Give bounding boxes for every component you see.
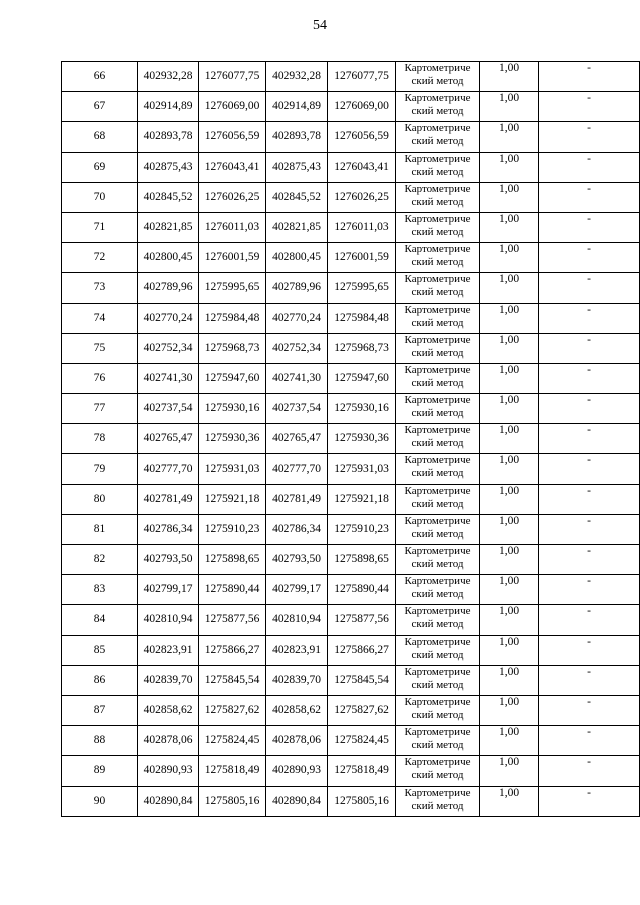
x-coordinate-cell: 402810,94 xyxy=(138,605,199,635)
table-row xyxy=(62,182,640,212)
accuracy-cell: 1,00 xyxy=(480,273,539,303)
method-text: Картометриче xyxy=(404,333,471,346)
table-row xyxy=(62,726,640,756)
method-text: Картометриче xyxy=(404,514,471,527)
method-cell xyxy=(396,484,480,514)
x-coordinate-alt-cell: 402786,34 xyxy=(266,514,328,544)
method-text: Картометриче xyxy=(404,545,471,557)
x-coordinate-alt-cell: 402914,89 xyxy=(266,92,328,122)
y-coordinate-cell: 1275984,48 xyxy=(199,303,266,333)
y-coordinate-alt-cell: 1275968,73 xyxy=(328,333,396,363)
y-coordinate-cell: 1275890,44 xyxy=(199,575,266,605)
y-coordinate-cell: 1275824,45 xyxy=(199,726,266,756)
y-coordinate-cell: 1276056,59 xyxy=(199,122,266,152)
x-coordinate-cell: 402914,89 xyxy=(138,92,199,122)
method-cell xyxy=(396,514,480,544)
note-cell: - xyxy=(539,635,640,665)
y-coordinate-cell: 1276077,75 xyxy=(199,62,266,92)
method-text: ский метод xyxy=(411,195,464,208)
point-number-cell: 87 xyxy=(62,695,138,725)
accuracy-cell: 1,00 xyxy=(480,454,539,484)
x-coordinate-alt-cell: 402789,96 xyxy=(266,273,328,303)
method-cell xyxy=(396,122,480,152)
table-row xyxy=(62,514,640,544)
method-text: ский метод xyxy=(411,225,464,238)
method-text: Картометриче xyxy=(404,363,471,376)
x-coordinate-alt-cell: 402741,30 xyxy=(266,363,328,393)
note-cell: - xyxy=(539,182,640,212)
method-text: Картометриче xyxy=(404,635,471,648)
y-coordinate-alt-cell: 1276077,75 xyxy=(328,62,396,92)
note-cell: - xyxy=(539,243,640,273)
x-coordinate-cell: 402737,54 xyxy=(138,394,199,424)
x-coordinate-alt-cell: 402878,06 xyxy=(266,726,328,756)
x-coordinate-cell: 402786,34 xyxy=(138,514,199,544)
note-cell: - xyxy=(539,152,640,182)
x-coordinate-cell: 402875,43 xyxy=(138,152,199,182)
accuracy-cell: 1,00 xyxy=(480,575,539,605)
table-row xyxy=(62,363,640,393)
table-row xyxy=(62,62,640,92)
y-coordinate-alt-cell: 1275921,18 xyxy=(328,484,396,514)
x-coordinate-cell: 402893,78 xyxy=(138,122,199,152)
method-cell xyxy=(396,394,480,424)
point-number-cell: 71 xyxy=(62,212,138,242)
method-text: ский метод xyxy=(411,256,464,269)
method-cell xyxy=(396,756,480,786)
x-coordinate-cell: 402789,96 xyxy=(138,273,199,303)
method-cell xyxy=(396,212,480,242)
x-coordinate-alt-cell: 402893,78 xyxy=(266,122,328,152)
note-cell: - xyxy=(539,363,640,393)
x-coordinate-cell: 402799,17 xyxy=(138,575,199,605)
x-coordinate-cell: 402777,70 xyxy=(138,454,199,484)
y-coordinate-cell: 1275805,16 xyxy=(199,786,266,816)
x-coordinate-alt-cell: 402810,94 xyxy=(266,605,328,635)
accuracy-cell: 1,00 xyxy=(480,514,539,544)
method-text: ский метод xyxy=(411,769,464,782)
accuracy-cell: 1,00 xyxy=(480,122,539,152)
method-text: ский метод xyxy=(411,135,464,148)
method-text: Картометриче xyxy=(404,726,471,739)
method-text: Картометриче xyxy=(404,575,471,588)
x-coordinate-alt-cell: 402839,70 xyxy=(266,665,328,695)
x-coordinate-alt-cell: 402737,54 xyxy=(266,394,328,424)
method-text: ский метод xyxy=(411,648,464,661)
table-row xyxy=(62,303,640,333)
table-row xyxy=(62,92,640,122)
y-coordinate-alt-cell: 1275947,60 xyxy=(328,363,396,393)
method-text: Картометриче xyxy=(404,212,471,225)
y-coordinate-alt-cell: 1275984,48 xyxy=(328,303,396,333)
note-cell: - xyxy=(539,605,640,635)
method-text: Картометриче xyxy=(404,786,471,799)
table-row xyxy=(62,635,640,665)
table-row xyxy=(62,545,640,575)
method-cell xyxy=(396,695,480,725)
table-row xyxy=(62,695,640,725)
note-cell: - xyxy=(539,92,640,122)
y-coordinate-cell: 1275930,16 xyxy=(199,394,266,424)
note-cell: - xyxy=(539,303,640,333)
accuracy-cell: 1,00 xyxy=(480,786,539,816)
accuracy-cell: 1,00 xyxy=(480,726,539,756)
x-coordinate-alt-cell: 402821,85 xyxy=(266,212,328,242)
method-text: Картометриче xyxy=(404,756,471,769)
method-cell xyxy=(396,635,480,665)
point-number-cell: 83 xyxy=(62,575,138,605)
table-row xyxy=(62,152,640,182)
y-coordinate-cell: 1275910,23 xyxy=(199,514,266,544)
method-text: Картометриче xyxy=(404,424,471,437)
method-cell xyxy=(396,726,480,756)
point-number-cell: 68 xyxy=(62,122,138,152)
x-coordinate-cell: 402770,24 xyxy=(138,303,199,333)
point-number-cell: 74 xyxy=(62,303,138,333)
point-number-cell: 70 xyxy=(62,182,138,212)
x-coordinate-alt-cell: 402770,24 xyxy=(266,303,328,333)
note-cell: - xyxy=(539,62,640,92)
method-text: Картометриче xyxy=(404,394,471,407)
x-coordinate-alt-cell: 402793,50 xyxy=(266,545,328,575)
method-text: ский метод xyxy=(411,286,464,299)
x-coordinate-cell: 402741,30 xyxy=(138,363,199,393)
y-coordinate-alt-cell: 1276026,25 xyxy=(328,182,396,212)
x-coordinate-cell: 402793,50 xyxy=(138,545,199,575)
y-coordinate-alt-cell: 1275931,03 xyxy=(328,454,396,484)
y-coordinate-alt-cell: 1275910,23 xyxy=(328,514,396,544)
y-coordinate-alt-cell: 1276001,59 xyxy=(328,243,396,273)
note-cell: - xyxy=(539,424,640,454)
method-text: Картометриче xyxy=(404,92,471,105)
method-text: ский метод xyxy=(411,165,464,178)
note-cell: - xyxy=(539,665,640,695)
y-coordinate-cell: 1275995,65 xyxy=(199,273,266,303)
note-cell: - xyxy=(539,786,640,816)
y-coordinate-cell: 1275877,56 xyxy=(199,605,266,635)
y-coordinate-cell: 1275818,49 xyxy=(199,756,266,786)
y-coordinate-cell: 1275845,54 xyxy=(199,665,266,695)
x-coordinate-cell: 402878,06 xyxy=(138,726,199,756)
x-coordinate-alt-cell: 402890,84 xyxy=(266,786,328,816)
x-coordinate-cell: 402821,85 xyxy=(138,212,199,242)
point-number-cell: 69 xyxy=(62,152,138,182)
table-row xyxy=(62,575,640,605)
point-number-cell: 90 xyxy=(62,786,138,816)
method-text: Картометриче xyxy=(404,122,471,135)
x-coordinate-alt-cell: 402823,91 xyxy=(266,635,328,665)
method-text: ский метод xyxy=(411,678,464,691)
point-number-cell: 78 xyxy=(62,424,138,454)
point-number-cell: 81 xyxy=(62,514,138,544)
accuracy-cell: 1,00 xyxy=(480,605,539,635)
table-row xyxy=(62,333,640,363)
table-row xyxy=(62,122,640,152)
method-text: ский метод xyxy=(411,799,464,812)
method-cell xyxy=(396,92,480,122)
accuracy-cell: 1,00 xyxy=(480,212,539,242)
y-coordinate-alt-cell: 1275930,36 xyxy=(328,424,396,454)
method-cell xyxy=(396,182,480,212)
y-coordinate-cell: 1276011,03 xyxy=(199,212,266,242)
method-cell xyxy=(396,786,480,816)
y-coordinate-alt-cell: 1275827,62 xyxy=(328,695,396,725)
method-text: ский метод xyxy=(411,407,464,420)
point-number-cell: 84 xyxy=(62,605,138,635)
point-number-cell: 88 xyxy=(62,726,138,756)
coordinates-table-body xyxy=(62,62,640,817)
y-coordinate-cell: 1276043,41 xyxy=(199,152,266,182)
table-row xyxy=(62,665,640,695)
point-number-cell: 76 xyxy=(62,363,138,393)
table-row xyxy=(62,786,640,816)
x-coordinate-alt-cell: 402752,34 xyxy=(266,333,328,363)
method-text: ский метод xyxy=(411,316,464,329)
note-cell: - xyxy=(539,695,640,725)
accuracy-cell: 1,00 xyxy=(480,695,539,725)
point-number-cell: 75 xyxy=(62,333,138,363)
x-coordinate-alt-cell: 402765,47 xyxy=(266,424,328,454)
note-cell: - xyxy=(539,514,640,544)
note-cell: - xyxy=(539,575,640,605)
accuracy-cell: 1,00 xyxy=(480,363,539,393)
note-cell: - xyxy=(539,122,640,152)
table-row xyxy=(62,243,640,273)
x-coordinate-cell: 402839,70 xyxy=(138,665,199,695)
y-coordinate-alt-cell: 1275890,44 xyxy=(328,575,396,605)
x-coordinate-alt-cell: 402875,43 xyxy=(266,152,328,182)
method-text: ский метод xyxy=(411,346,464,359)
y-coordinate-cell: 1275866,27 xyxy=(199,635,266,665)
accuracy-cell: 1,00 xyxy=(480,484,539,514)
method-cell xyxy=(396,605,480,635)
point-number-cell: 77 xyxy=(62,394,138,424)
y-coordinate-cell: 1275898,65 xyxy=(199,545,266,575)
accuracy-cell: 1,00 xyxy=(480,92,539,122)
y-coordinate-alt-cell: 1275995,65 xyxy=(328,273,396,303)
x-coordinate-cell: 402890,84 xyxy=(138,786,199,816)
accuracy-cell: 1,00 xyxy=(480,756,539,786)
x-coordinate-alt-cell: 402858,62 xyxy=(266,695,328,725)
page-number: 54 xyxy=(313,18,327,33)
point-number-cell: 86 xyxy=(62,665,138,695)
point-number-cell: 85 xyxy=(62,635,138,665)
x-coordinate-cell: 402752,34 xyxy=(138,333,199,363)
method-text: Картометриче xyxy=(404,62,471,74)
x-coordinate-cell: 402823,91 xyxy=(138,635,199,665)
x-coordinate-alt-cell: 402781,49 xyxy=(266,484,328,514)
method-text: ский метод xyxy=(411,708,464,721)
x-coordinate-alt-cell: 402845,52 xyxy=(266,182,328,212)
y-coordinate-cell: 1275827,62 xyxy=(199,695,266,725)
x-coordinate-cell: 402765,47 xyxy=(138,424,199,454)
note-cell: - xyxy=(539,726,640,756)
method-cell xyxy=(396,333,480,363)
method-text: ский метод xyxy=(411,497,464,510)
accuracy-cell: 1,00 xyxy=(480,665,539,695)
method-text: ский метод xyxy=(411,618,464,631)
accuracy-cell: 1,00 xyxy=(480,243,539,273)
point-number-cell: 79 xyxy=(62,454,138,484)
note-cell: - xyxy=(539,273,640,303)
table-row xyxy=(62,394,640,424)
table-row xyxy=(62,605,640,635)
y-coordinate-cell: 1275968,73 xyxy=(199,333,266,363)
y-coordinate-alt-cell: 1275805,16 xyxy=(328,786,396,816)
method-cell xyxy=(396,363,480,393)
method-text: ский метод xyxy=(411,558,464,570)
point-number-cell: 73 xyxy=(62,273,138,303)
x-coordinate-alt-cell: 402932,28 xyxy=(266,62,328,92)
method-text: Картометриче xyxy=(404,484,471,497)
y-coordinate-alt-cell: 1275845,54 xyxy=(328,665,396,695)
method-text: Картометриче xyxy=(404,182,471,195)
method-cell xyxy=(396,243,480,273)
note-cell: - xyxy=(539,756,640,786)
method-text: ский метод xyxy=(411,376,464,389)
y-coordinate-cell: 1275921,18 xyxy=(199,484,266,514)
method-cell xyxy=(396,424,480,454)
coordinates-table xyxy=(61,61,640,817)
table-row xyxy=(62,756,640,786)
note-cell: - xyxy=(539,545,640,575)
method-text: Картометриче xyxy=(404,152,471,165)
x-coordinate-cell: 402932,28 xyxy=(138,62,199,92)
method-text: Картометриче xyxy=(404,273,471,286)
note-cell: - xyxy=(539,394,640,424)
y-coordinate-cell: 1275931,03 xyxy=(199,454,266,484)
method-cell xyxy=(396,545,480,575)
table-row xyxy=(62,273,640,303)
x-coordinate-cell: 402800,45 xyxy=(138,243,199,273)
accuracy-cell: 1,00 xyxy=(480,62,539,92)
method-text: ский метод xyxy=(411,739,464,752)
x-coordinate-alt-cell: 402800,45 xyxy=(266,243,328,273)
x-coordinate-cell: 402858,62 xyxy=(138,695,199,725)
y-coordinate-alt-cell: 1276056,59 xyxy=(328,122,396,152)
accuracy-cell: 1,00 xyxy=(480,333,539,363)
method-cell xyxy=(396,575,480,605)
y-coordinate-cell: 1276069,00 xyxy=(199,92,266,122)
y-coordinate-alt-cell: 1276069,00 xyxy=(328,92,396,122)
note-cell: - xyxy=(539,212,640,242)
method-text: ский метод xyxy=(411,437,464,450)
x-coordinate-alt-cell: 402890,93 xyxy=(266,756,328,786)
method-text: ский метод xyxy=(411,75,464,87)
table-row xyxy=(62,454,640,484)
method-text: Картометриче xyxy=(404,605,471,618)
table-row xyxy=(62,484,640,514)
y-coordinate-alt-cell: 1275898,65 xyxy=(328,545,396,575)
accuracy-cell: 1,00 xyxy=(480,545,539,575)
point-number-cell: 89 xyxy=(62,756,138,786)
y-coordinate-cell: 1276001,59 xyxy=(199,243,266,273)
y-coordinate-alt-cell: 1275818,49 xyxy=(328,756,396,786)
y-coordinate-cell: 1276026,25 xyxy=(199,182,266,212)
y-coordinate-alt-cell: 1275866,27 xyxy=(328,635,396,665)
note-cell: - xyxy=(539,333,640,363)
x-coordinate-alt-cell: 402777,70 xyxy=(266,454,328,484)
y-coordinate-alt-cell: 1275930,16 xyxy=(328,394,396,424)
x-coordinate-cell: 402890,93 xyxy=(138,756,199,786)
x-coordinate-alt-cell: 402799,17 xyxy=(266,575,328,605)
method-cell xyxy=(396,303,480,333)
accuracy-cell: 1,00 xyxy=(480,635,539,665)
y-coordinate-alt-cell: 1275877,56 xyxy=(328,605,396,635)
accuracy-cell: 1,00 xyxy=(480,394,539,424)
y-coordinate-alt-cell: 1275824,45 xyxy=(328,726,396,756)
y-coordinate-alt-cell: 1276011,03 xyxy=(328,212,396,242)
method-text: Картометриче xyxy=(404,454,471,467)
method-text: Картометриче xyxy=(404,243,471,256)
note-cell: - xyxy=(539,454,640,484)
point-number-cell: 80 xyxy=(62,484,138,514)
accuracy-cell: 1,00 xyxy=(480,424,539,454)
method-text: Картометриче xyxy=(404,303,471,316)
accuracy-cell: 1,00 xyxy=(480,182,539,212)
x-coordinate-cell: 402781,49 xyxy=(138,484,199,514)
method-text: ский метод xyxy=(411,588,464,601)
point-number-cell: 72 xyxy=(62,243,138,273)
method-text: ский метод xyxy=(411,527,464,540)
y-coordinate-cell: 1275930,36 xyxy=(199,424,266,454)
method-text: ский метод xyxy=(411,105,464,118)
method-cell xyxy=(396,454,480,484)
point-number-cell: 66 xyxy=(62,62,138,92)
y-coordinate-alt-cell: 1276043,41 xyxy=(328,152,396,182)
point-number-cell: 67 xyxy=(62,92,138,122)
y-coordinate-cell: 1275947,60 xyxy=(199,363,266,393)
table-row xyxy=(62,212,640,242)
accuracy-cell: 1,00 xyxy=(480,152,539,182)
method-cell xyxy=(396,273,480,303)
method-text: ский метод xyxy=(411,467,464,480)
method-text: Картометриче xyxy=(404,665,471,678)
method-cell xyxy=(396,62,480,92)
x-coordinate-cell: 402845,52 xyxy=(138,182,199,212)
note-cell: - xyxy=(539,484,640,514)
method-cell xyxy=(396,665,480,695)
method-cell xyxy=(396,152,480,182)
point-number-cell: 82 xyxy=(62,545,138,575)
table-row xyxy=(62,424,640,454)
method-text: Картометриче xyxy=(404,695,471,708)
accuracy-cell: 1,00 xyxy=(480,303,539,333)
